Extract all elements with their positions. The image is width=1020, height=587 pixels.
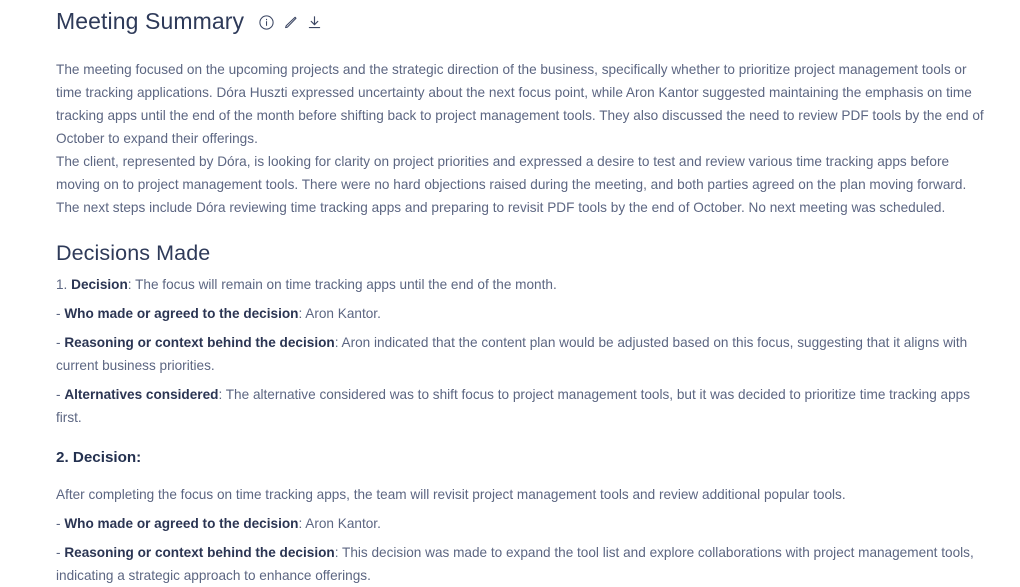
decision-2-body: After completing the focus on time tracking apps, the team will revisit project management tools and review additional popular tools. <box>56 487 846 502</box>
decision-1-alternatives-line <box>56 383 984 429</box>
edit-pencil-icon[interactable] <box>282 14 299 31</box>
decision-2-reasoning-label: Reasoning or context behind the decision <box>64 545 335 560</box>
decision-1-alternatives-text: : The alternative considered was to shift focus to project management tools, but it was decided to prioritize time tracking apps first. <box>56 387 971 425</box>
decision-2-reasoning-line <box>56 541 984 587</box>
summary-paragraph-2: The client, represented by Dóra, is looking for clarity on project priorities and expressed a desire to test and review various time tracking apps before moving on to project management tools. There were no hard objections raised during the meeting, and both parties agreed on the plan moving forward. The next steps include Dóra reviewing time tracking apps and preparing to revisit PDF tools by the end of October. No next meeting was scheduled. <box>56 154 967 215</box>
decision-2-who-text: : Aron Kantor. <box>298 516 381 531</box>
decision-1-number: 1. <box>56 277 68 292</box>
bullet-dash: - <box>56 306 61 321</box>
decision-1-who-line <box>56 302 984 325</box>
decision-1-alternatives-label: Alternatives considered <box>64 387 219 402</box>
info-icon[interactable] <box>258 14 275 31</box>
bullet-dash: - <box>56 516 61 531</box>
decision-2-heading: 2. Decision: <box>56 449 142 466</box>
page-title: Meeting Summary <box>56 8 245 34</box>
bullet-dash: - <box>56 545 61 560</box>
decision-1-reasoning-line <box>56 331 984 377</box>
decision-1-label: Decision <box>71 277 128 292</box>
decision-2-who-line <box>56 512 984 535</box>
decision-1-who-text: : Aron Kantor. <box>298 306 381 321</box>
download-icon[interactable] <box>306 14 323 31</box>
decision-2-who-label: Who made or agreed to the decision <box>64 516 299 531</box>
bullet-dash: - <box>56 335 61 350</box>
title-row <box>56 0 984 38</box>
title-icon-group <box>258 14 323 31</box>
decision-1-reasoning-text: : Aron indicated that the content plan would be adjusted based on this focus, suggesting that it aligns with current business priorities. <box>56 335 968 373</box>
summary-body <box>56 58 984 219</box>
bullet-dash: - <box>56 387 61 402</box>
decision-1-line <box>56 273 984 296</box>
decision-1-who-label: Who made or agreed to the decision <box>64 306 299 321</box>
decisions-made-heading: Decisions Made <box>56 241 211 265</box>
summary-paragraph-1: The meeting focused on the upcoming projects and the strategic direction of the business, specifically whether to prioritize project management tools or time tracking applications. Dóra Huszti expressed uncertainty about the next focus point, while Aron Kantor suggested maintaining the emphasis on time tracking apps until the end of the month before shifting back to project management tools. They also discussed the need to review PDF tools by the end of October to expand their offerings. <box>56 62 984 146</box>
decision-2-reasoning-text: : This decision was made to expand the tool list and explore collaborations with project management tools, indicating a strategic approach to enhance offerings. <box>56 545 974 583</box>
decision-1-reasoning-label: Reasoning or context behind the decision <box>64 335 335 350</box>
decision-1-text: : The focus will remain on time tracking apps until the end of the month. <box>127 277 557 292</box>
